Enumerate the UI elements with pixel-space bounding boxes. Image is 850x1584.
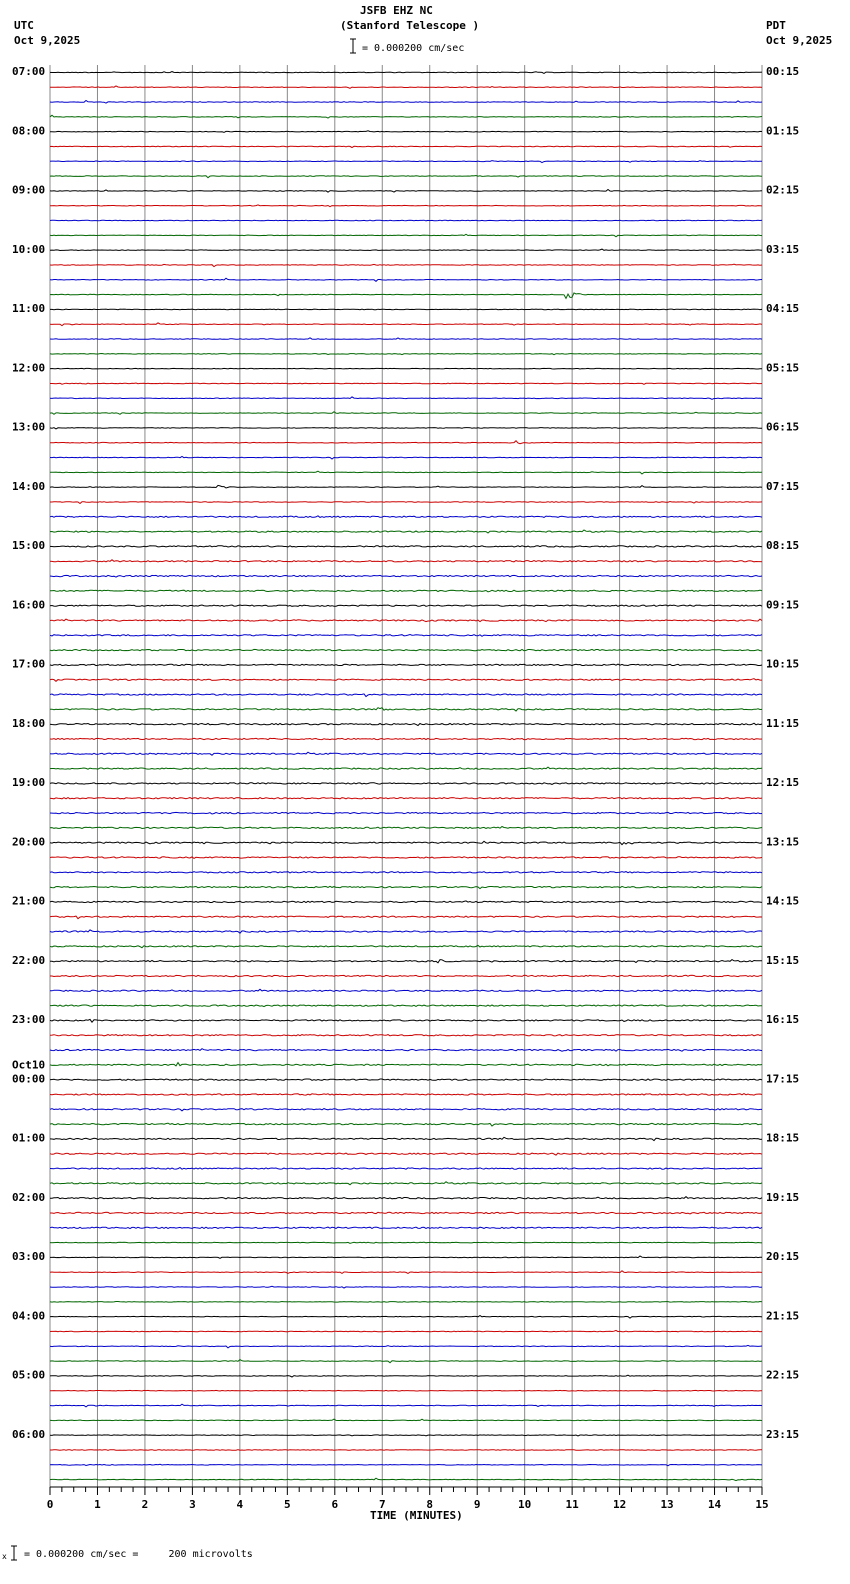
pdt-hour-label: 17:15 [766,1072,800,1086]
trace-row-26 [50,457,762,460]
pdt-hour-label: 14:15 [766,894,800,908]
trace-row-1 [50,86,762,88]
trace-row-74 [50,1168,762,1170]
utc-hour-label: 13:00 [12,420,46,434]
trace-row-55 [50,886,762,888]
trace-row-79 [50,1242,762,1243]
utc-hour-label: 20:00 [12,835,46,849]
trace-row-39 [50,649,762,650]
trace-row-87 [50,1360,762,1363]
trace-row-44 [50,723,762,725]
trace-row-46 [50,752,762,755]
trace-row-37 [50,619,762,622]
left-timezone: UTC [14,19,34,32]
right-timezone: PDT [766,19,786,32]
trace-row-68 [50,1079,762,1080]
trace-row-63 [50,1005,762,1007]
trace-row-59 [50,945,762,947]
trace-row-31 [50,530,762,533]
trace-row-92 [50,1435,762,1436]
trace-row-70 [50,1109,762,1111]
trace-row-49 [50,798,762,799]
trace-row-23 [50,412,762,415]
x-tick-label: 12 [612,1498,627,1511]
trace-row-7 [50,176,762,178]
trace-row-29 [50,502,762,504]
trace-row-22 [50,397,762,399]
utc-hour-label: 22:00 [12,953,46,967]
trace-row-77 [50,1212,762,1214]
utc-hour-label: 17:00 [12,657,46,671]
trace-row-94 [50,1464,762,1465]
pdt-hour-label: 07:15 [766,479,800,493]
trace-row-47 [50,767,762,769]
trace-row-10 [50,220,762,221]
trace-row-50 [50,812,762,814]
utc-hour-label: 19:00 [12,776,46,789]
trace-row-20 [50,368,762,369]
x-tick-label: 4 [236,1498,244,1511]
trace-row-8 [50,190,762,193]
trace-row-81 [50,1271,762,1274]
x-tick-label: 9 [473,1498,481,1511]
utc-hour-label: 09:00 [12,183,46,197]
pdt-hour-label: 00:15 [766,65,800,78]
trace-row-57 [50,916,762,919]
trace-row-19 [50,354,762,355]
trace-row-24 [50,428,762,429]
trace-row-32 [50,546,762,548]
trace-row-21 [50,383,762,384]
trace-row-53 [50,857,762,859]
trace-row-40 [50,664,762,666]
utc-hour-label: 15:00 [12,539,46,552]
trace-row-3 [50,115,762,118]
trace-row-90 [50,1404,762,1407]
location-subtitle: (Stanford Telescope ) [340,19,480,32]
footer-scale-text: = 0.000200 cm/sec = 200 microvolts [24,1549,253,1560]
trace-row-38 [50,635,762,637]
utc-hour-label: 11:00 [12,302,46,315]
trace-row-16 [50,309,762,310]
pdt-hour-label: 06:15 [766,420,800,434]
trace-row-15 [50,293,762,299]
utc-hour-label: 21:00 [12,894,46,908]
pdt-hour-label: 20:15 [766,1250,800,1263]
pdt-hour-label: 04:15 [766,302,800,315]
trace-row-17 [50,323,762,326]
trace-row-42 [50,694,762,697]
trace-row-80 [50,1256,762,1258]
trace-row-14 [50,278,762,281]
pdt-hour-label: 16:15 [766,1013,800,1026]
trace-row-52 [50,841,762,844]
trace-row-28 [50,485,762,488]
trace-row-18 [50,338,762,340]
trace-row-89 [50,1390,762,1391]
trace-row-2 [50,101,762,104]
right-date: Oct 9,2025 [766,34,833,47]
pdt-hour-label: 01:15 [766,124,800,138]
trace-row-91 [50,1419,762,1421]
x-tick-label: 6 [331,1498,339,1511]
trace-row-75 [50,1182,762,1185]
trace-row-60 [50,960,762,963]
utc-hour-label: 05:00 [12,1368,46,1382]
trace-row-6 [50,161,762,163]
x-tick-label: 15 [755,1498,769,1511]
trace-row-0 [50,72,762,74]
trace-row-64 [50,1019,762,1022]
trace-row-73 [50,1153,762,1155]
trace-row-34 [50,575,762,577]
trace-row-30 [50,516,762,518]
trace-row-61 [50,975,762,976]
pdt-hour-label: 05:15 [766,361,800,375]
pdt-hour-label: 02:15 [766,183,800,197]
trace-row-86 [50,1345,762,1348]
utc-hour-label: 00:00 [12,1072,46,1086]
trace-row-11 [50,234,762,237]
x-tick-label: 0 [46,1498,54,1511]
left-date: Oct 9,2025 [14,34,81,47]
x-tick-label: 3 [189,1498,196,1511]
trace-row-82 [50,1286,762,1288]
trace-row-76 [50,1197,762,1199]
trace-row-85 [50,1330,762,1331]
pdt-hour-label: 09:15 [766,598,800,612]
utc-hour-label: 08:00 [12,124,46,138]
trace-row-4 [50,131,762,133]
pdt-hour-label: 08:15 [766,539,800,552]
utc-hour-label: 18:00 [12,716,46,730]
pdt-hour-label: 10:15 [766,657,800,671]
utc-hour-label: 07:00 [12,65,46,78]
utc-hour-label: 16:00 [12,598,46,612]
utc-hour-label: 10:00 [12,242,46,256]
trace-row-27 [50,471,762,474]
pdt-hour-label: 03:15 [766,242,800,256]
trace-row-78 [50,1227,762,1229]
trace-row-25 [50,441,762,444]
x-tick-label: 14 [707,1498,722,1511]
date-change-label: Oct10 [12,1058,46,1072]
trace-row-5 [50,146,762,147]
footer-corner-mark: x [2,1552,7,1561]
x-tick-label: 13 [660,1498,674,1511]
trace-row-66 [50,1049,762,1052]
utc-hour-label: 04:00 [12,1309,46,1323]
trace-row-65 [50,1035,762,1036]
utc-hour-label: 23:00 [12,1013,46,1026]
trace-row-51 [50,827,762,829]
trace-row-43 [50,708,762,711]
trace-row-84 [50,1316,762,1319]
x-tick-label: 5 [284,1498,291,1511]
pdt-hour-label: 19:15 [766,1190,800,1204]
trace-row-45 [50,738,762,739]
scale-bar-text: = 0.000200 cm/sec [362,43,465,54]
trace-row-33 [50,560,762,562]
trace-row-93 [50,1450,762,1451]
trace-row-13 [50,264,762,267]
trace-row-72 [50,1137,762,1140]
utc-hour-label: 14:00 [12,479,46,493]
x-tick-label: 11 [565,1498,579,1511]
pdt-hour-label: 12:15 [766,776,800,789]
trace-row-83 [50,1302,762,1303]
trace-row-67 [50,1063,762,1066]
trace-row-95 [50,1478,762,1480]
pdt-hour-label: 23:15 [766,1427,800,1441]
trace-row-62 [50,989,762,991]
trace-row-41 [50,679,762,682]
x-tick-label: 8 [426,1498,434,1511]
x-tick-label: 10 [518,1498,532,1511]
trace-row-35 [50,590,762,592]
trace-row-88 [50,1375,762,1377]
trace-row-12 [50,249,762,250]
pdt-hour-label: 11:15 [766,716,800,730]
trace-row-69 [50,1094,762,1096]
utc-hour-label: 03:00 [12,1250,46,1263]
utc-hour-label: 12:00 [12,361,46,375]
trace-row-54 [50,872,762,873]
trace-row-9 [50,205,762,207]
x-tick-label: 1 [94,1498,101,1511]
utc-hour-label: 01:00 [12,1131,46,1145]
pdt-hour-label: 13:15 [766,835,800,849]
trace-row-56 [50,901,762,903]
utc-hour-label: 02:00 [12,1190,46,1204]
x-axis-label: TIME (MINUTES) [370,1509,463,1522]
x-tick-label: 7 [378,1498,386,1511]
trace-row-58 [50,930,762,933]
pdt-hour-label: 22:15 [766,1368,800,1382]
x-tick-label: 2 [141,1498,149,1511]
pdt-hour-label: 18:15 [766,1131,800,1145]
trace-row-48 [50,783,762,785]
trace-row-36 [50,605,762,606]
pdt-hour-label: 15:15 [766,953,800,967]
utc-hour-label: 06:00 [12,1427,46,1441]
trace-row-71 [50,1123,762,1126]
pdt-hour-label: 21:15 [766,1309,800,1323]
station-title: JSFB EHZ NC [360,4,433,17]
